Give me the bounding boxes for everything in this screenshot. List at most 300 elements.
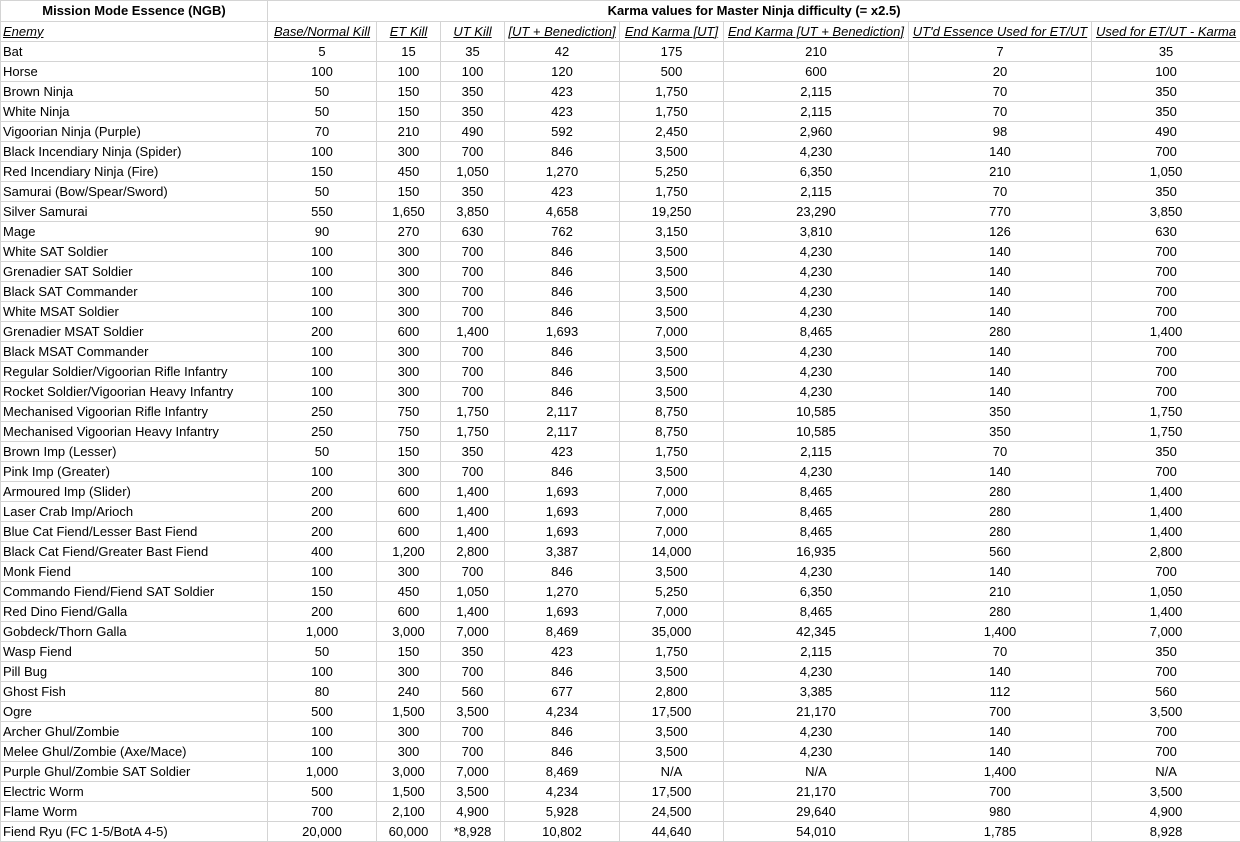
- cell-et-kill: 3,000: [377, 622, 441, 642]
- cell-enemy-name: Armoured Imp (Slider): [1, 482, 268, 502]
- cell-ut-benediction: 4,658: [505, 202, 620, 222]
- cell-et-kill: 600: [377, 602, 441, 622]
- table-row: [1, 142, 1240, 162]
- cell-base-normal-kill: 50: [268, 82, 377, 102]
- cell-ut-benediction: 592: [505, 122, 620, 142]
- cell-end-karma-ut-benediction: N/A: [724, 762, 909, 782]
- cell-enemy-name: White Ninja: [1, 102, 268, 122]
- cell-end-karma-ut-benediction: 2,115: [724, 182, 909, 202]
- table-row: [1, 462, 1240, 482]
- cell-end-karma-ut: 1,750: [620, 642, 724, 662]
- cell-used-karma: 700: [1092, 462, 1240, 482]
- cell-end-karma-ut: 500: [620, 62, 724, 82]
- cell-end-karma-ut-benediction: 4,230: [724, 242, 909, 262]
- cell-enemy-name: Black SAT Commander: [1, 282, 268, 302]
- cell-base-normal-kill: 70: [268, 122, 377, 142]
- cell-end-karma-ut-benediction: 4,230: [724, 362, 909, 382]
- cell-ut-benediction: 120: [505, 62, 620, 82]
- cell-ut-kill: 1,050: [441, 582, 505, 602]
- cell-base-normal-kill: 250: [268, 422, 377, 442]
- cell-end-karma-ut: 1,750: [620, 182, 724, 202]
- table-row: [1, 422, 1240, 442]
- cell-used-karma: 700: [1092, 342, 1240, 362]
- cell-base-normal-kill: 100: [268, 382, 377, 402]
- cell-end-karma-ut-benediction: 8,465: [724, 502, 909, 522]
- cell-et-kill: 600: [377, 502, 441, 522]
- cell-used-karma: 700: [1092, 362, 1240, 382]
- cell-base-normal-kill: 200: [268, 502, 377, 522]
- cell-utd-essence-used: 280: [909, 602, 1092, 622]
- table-row: [1, 402, 1240, 422]
- cell-utd-essence-used: 140: [909, 562, 1092, 582]
- header-ut-kill: UT Kill: [441, 22, 505, 42]
- cell-end-karma-ut: 1,750: [620, 82, 724, 102]
- cell-used-karma: 350: [1092, 82, 1240, 102]
- cell-ut-benediction: 10,802: [505, 822, 620, 842]
- cell-ut-benediction: 846: [505, 462, 620, 482]
- cell-used-karma: 8,928: [1092, 822, 1240, 842]
- header-ut-benediction: [UT + Benediction]: [505, 22, 620, 42]
- cell-base-normal-kill: 400: [268, 542, 377, 562]
- cell-enemy-name: Bat: [1, 42, 268, 62]
- cell-end-karma-ut-benediction: 23,290: [724, 202, 909, 222]
- cell-base-normal-kill: 100: [268, 142, 377, 162]
- cell-ut-kill: 700: [441, 462, 505, 482]
- cell-enemy-name: Mage: [1, 222, 268, 242]
- cell-utd-essence-used: 70: [909, 442, 1092, 462]
- cell-end-karma-ut-benediction: 16,935: [724, 542, 909, 562]
- cell-utd-essence-used: 280: [909, 322, 1092, 342]
- cell-utd-essence-used: 350: [909, 422, 1092, 442]
- cell-ut-benediction: 8,469: [505, 762, 620, 782]
- cell-ut-kill: 1,750: [441, 422, 505, 442]
- cell-utd-essence-used: 140: [909, 462, 1092, 482]
- cell-ut-benediction: 1,270: [505, 162, 620, 182]
- cell-ut-kill: 700: [441, 282, 505, 302]
- cell-et-kill: 60,000: [377, 822, 441, 842]
- cell-et-kill: 300: [377, 342, 441, 362]
- cell-et-kill: 150: [377, 642, 441, 662]
- cell-utd-essence-used: 210: [909, 162, 1092, 182]
- cell-et-kill: 600: [377, 322, 441, 342]
- cell-et-kill: 150: [377, 102, 441, 122]
- cell-ut-benediction: 846: [505, 242, 620, 262]
- cell-et-kill: 300: [377, 262, 441, 282]
- cell-enemy-name: Mechanised Vigoorian Heavy Infantry: [1, 422, 268, 442]
- cell-end-karma-ut-benediction: 4,230: [724, 722, 909, 742]
- cell-end-karma-ut: 3,500: [620, 342, 724, 362]
- cell-end-karma-ut: 7,000: [620, 482, 724, 502]
- cell-base-normal-kill: 150: [268, 162, 377, 182]
- cell-et-kill: 150: [377, 182, 441, 202]
- cell-used-karma: 350: [1092, 442, 1240, 462]
- cell-ut-benediction: 846: [505, 142, 620, 162]
- cell-ut-kill: 3,500: [441, 782, 505, 802]
- cell-enemy-name: Flame Worm: [1, 802, 268, 822]
- cell-end-karma-ut-benediction: 54,010: [724, 822, 909, 842]
- cell-ut-benediction: 1,270: [505, 582, 620, 602]
- cell-used-karma: 35: [1092, 42, 1240, 62]
- table-row: [1, 582, 1240, 602]
- cell-base-normal-kill: 100: [268, 462, 377, 482]
- cell-end-karma-ut: 3,500: [620, 662, 724, 682]
- cell-used-karma: 630: [1092, 222, 1240, 242]
- cell-used-karma: 700: [1092, 302, 1240, 322]
- cell-ut-benediction: 4,234: [505, 702, 620, 722]
- cell-et-kill: 300: [377, 142, 441, 162]
- cell-ut-kill: 700: [441, 262, 505, 282]
- cell-enemy-name: Black Incendiary Ninja (Spider): [1, 142, 268, 162]
- cell-base-normal-kill: 250: [268, 402, 377, 422]
- cell-base-normal-kill: 100: [268, 282, 377, 302]
- cell-end-karma-ut: 3,500: [620, 142, 724, 162]
- table-row: [1, 82, 1240, 102]
- cell-enemy-name: Blue Cat Fiend/Lesser Bast Fiend: [1, 522, 268, 542]
- cell-enemy-name: Brown Ninja: [1, 82, 268, 102]
- cell-ut-benediction: 846: [505, 262, 620, 282]
- cell-end-karma-ut-benediction: 4,230: [724, 562, 909, 582]
- cell-end-karma-ut: 8,750: [620, 402, 724, 422]
- cell-utd-essence-used: 770: [909, 202, 1092, 222]
- cell-utd-essence-used: 1,785: [909, 822, 1092, 842]
- cell-utd-essence-used: 280: [909, 482, 1092, 502]
- cell-base-normal-kill: 200: [268, 482, 377, 502]
- cell-et-kill: 300: [377, 742, 441, 762]
- cell-enemy-name: Ghost Fish: [1, 682, 268, 702]
- table-row: [1, 502, 1240, 522]
- cell-et-kill: 300: [377, 562, 441, 582]
- cell-enemy-name: Samurai (Bow/Spear/Sword): [1, 182, 268, 202]
- title-left: Mission Mode Essence (NGB): [1, 1, 268, 22]
- cell-base-normal-kill: 200: [268, 322, 377, 342]
- cell-et-kill: 1,200: [377, 542, 441, 562]
- cell-utd-essence-used: 70: [909, 642, 1092, 662]
- cell-ut-kill: 35: [441, 42, 505, 62]
- cell-utd-essence-used: 140: [909, 242, 1092, 262]
- cell-et-kill: 240: [377, 682, 441, 702]
- cell-enemy-name: Grenadier MSAT Soldier: [1, 322, 268, 342]
- cell-end-karma-ut: 19,250: [620, 202, 724, 222]
- cell-utd-essence-used: 20: [909, 62, 1092, 82]
- cell-et-kill: 450: [377, 582, 441, 602]
- cell-utd-essence-used: 700: [909, 782, 1092, 802]
- cell-end-karma-ut-benediction: 2,115: [724, 102, 909, 122]
- cell-end-karma-ut-benediction: 8,465: [724, 602, 909, 622]
- cell-end-karma-ut-benediction: 4,230: [724, 462, 909, 482]
- table-row: [1, 622, 1240, 642]
- cell-ut-benediction: 1,693: [505, 322, 620, 342]
- cell-utd-essence-used: 112: [909, 682, 1092, 702]
- cell-end-karma-ut: 3,150: [620, 222, 724, 242]
- cell-enemy-name: Silver Samurai: [1, 202, 268, 222]
- cell-ut-benediction: 42: [505, 42, 620, 62]
- cell-ut-kill: 350: [441, 182, 505, 202]
- cell-ut-kill: 700: [441, 742, 505, 762]
- cell-used-karma: 4,900: [1092, 802, 1240, 822]
- cell-et-kill: 1,650: [377, 202, 441, 222]
- cell-used-karma: 3,850: [1092, 202, 1240, 222]
- cell-base-normal-kill: 550: [268, 202, 377, 222]
- cell-ut-kill: 1,400: [441, 502, 505, 522]
- cell-enemy-name: Brown Imp (Lesser): [1, 442, 268, 462]
- cell-end-karma-ut: 14,000: [620, 542, 724, 562]
- cell-utd-essence-used: 140: [909, 742, 1092, 762]
- cell-base-normal-kill: 100: [268, 562, 377, 582]
- cell-end-karma-ut-benediction: 2,115: [724, 642, 909, 662]
- table-row: [1, 62, 1240, 82]
- cell-used-karma: 2,800: [1092, 542, 1240, 562]
- table-row: [1, 362, 1240, 382]
- cell-end-karma-ut-benediction: 210: [724, 42, 909, 62]
- cell-ut-kill: 700: [441, 242, 505, 262]
- cell-end-karma-ut: 1,750: [620, 102, 724, 122]
- cell-enemy-name: White MSAT Soldier: [1, 302, 268, 322]
- cell-utd-essence-used: 7: [909, 42, 1092, 62]
- cell-et-kill: 270: [377, 222, 441, 242]
- cell-used-karma: N/A: [1092, 762, 1240, 782]
- cell-enemy-name: Fiend Ryu (FC 1-5/BotA 4-5): [1, 822, 268, 842]
- cell-end-karma-ut: 3,500: [620, 382, 724, 402]
- cell-end-karma-ut-benediction: 4,230: [724, 742, 909, 762]
- cell-ut-kill: 1,050: [441, 162, 505, 182]
- cell-utd-essence-used: 280: [909, 522, 1092, 542]
- cell-used-karma: 1,400: [1092, 322, 1240, 342]
- cell-utd-essence-used: 1,400: [909, 622, 1092, 642]
- cell-end-karma-ut-benediction: 6,350: [724, 162, 909, 182]
- cell-end-karma-ut: 7,000: [620, 522, 724, 542]
- cell-utd-essence-used: 140: [909, 262, 1092, 282]
- cell-ut-benediction: 846: [505, 302, 620, 322]
- cell-et-kill: 100: [377, 62, 441, 82]
- cell-ut-kill: 1,400: [441, 602, 505, 622]
- cell-ut-kill: 7,000: [441, 762, 505, 782]
- cell-base-normal-kill: 100: [268, 362, 377, 382]
- cell-enemy-name: Commando Fiend/Fiend SAT Soldier: [1, 582, 268, 602]
- cell-end-karma-ut-benediction: 4,230: [724, 282, 909, 302]
- cell-ut-kill: 4,900: [441, 802, 505, 822]
- cell-base-normal-kill: 150: [268, 582, 377, 602]
- cell-end-karma-ut-benediction: 4,230: [724, 302, 909, 322]
- cell-ut-kill: 700: [441, 382, 505, 402]
- cell-end-karma-ut: 44,640: [620, 822, 724, 842]
- table-row: [1, 302, 1240, 322]
- cell-et-kill: 1,500: [377, 782, 441, 802]
- cell-enemy-name: Regular Soldier/Vigoorian Rifle Infantry: [1, 362, 268, 382]
- cell-end-karma-ut-benediction: 6,350: [724, 582, 909, 602]
- cell-end-karma-ut: 7,000: [620, 322, 724, 342]
- cell-utd-essence-used: 126: [909, 222, 1092, 242]
- cell-ut-benediction: 3,387: [505, 542, 620, 562]
- table-row: [1, 202, 1240, 222]
- cell-utd-essence-used: 140: [909, 662, 1092, 682]
- cell-base-normal-kill: 50: [268, 102, 377, 122]
- cell-enemy-name: Wasp Fiend: [1, 642, 268, 662]
- cell-et-kill: 1,500: [377, 702, 441, 722]
- cell-enemy-name: Monk Fiend: [1, 562, 268, 582]
- cell-et-kill: 750: [377, 402, 441, 422]
- cell-ut-benediction: 1,693: [505, 602, 620, 622]
- cell-base-normal-kill: 50: [268, 642, 377, 662]
- cell-et-kill: 150: [377, 82, 441, 102]
- cell-ut-kill: 700: [441, 302, 505, 322]
- table-row: [1, 102, 1240, 122]
- cell-enemy-name: Mechanised Vigoorian Rifle Infantry: [1, 402, 268, 422]
- cell-base-normal-kill: 500: [268, 702, 377, 722]
- cell-utd-essence-used: 140: [909, 142, 1092, 162]
- cell-ut-benediction: 1,693: [505, 482, 620, 502]
- cell-used-karma: 1,050: [1092, 582, 1240, 602]
- cell-end-karma-ut-benediction: 8,465: [724, 522, 909, 542]
- cell-used-karma: 1,400: [1092, 602, 1240, 622]
- cell-end-karma-ut: 8,750: [620, 422, 724, 442]
- cell-ut-kill: *8,928: [441, 822, 505, 842]
- cell-base-normal-kill: 100: [268, 302, 377, 322]
- header-et-kill: ET Kill: [377, 22, 441, 42]
- cell-ut-benediction: 762: [505, 222, 620, 242]
- cell-et-kill: 300: [377, 662, 441, 682]
- cell-end-karma-ut-benediction: 4,230: [724, 382, 909, 402]
- cell-used-karma: 700: [1092, 262, 1240, 282]
- cell-used-karma: 700: [1092, 142, 1240, 162]
- cell-ut-benediction: 846: [505, 742, 620, 762]
- cell-utd-essence-used: 140: [909, 302, 1092, 322]
- cell-end-karma-ut-benediction: 3,810: [724, 222, 909, 242]
- cell-base-normal-kill: 100: [268, 342, 377, 362]
- table-row: [1, 602, 1240, 622]
- cell-ut-kill: 7,000: [441, 622, 505, 642]
- table-row: [1, 182, 1240, 202]
- cell-end-karma-ut: 3,500: [620, 282, 724, 302]
- cell-ut-kill: 1,400: [441, 322, 505, 342]
- cell-used-karma: 1,750: [1092, 422, 1240, 442]
- cell-utd-essence-used: 70: [909, 82, 1092, 102]
- cell-et-kill: 210: [377, 122, 441, 142]
- table-row: [1, 342, 1240, 362]
- header-used-karma: Used for ET/UT - Karma: [1092, 22, 1240, 42]
- cell-end-karma-ut-benediction: 10,585: [724, 422, 909, 442]
- cell-utd-essence-used: 140: [909, 342, 1092, 362]
- cell-end-karma-ut-benediction: 4,230: [724, 342, 909, 362]
- cell-end-karma-ut: 7,000: [620, 602, 724, 622]
- cell-utd-essence-used: 350: [909, 402, 1092, 422]
- cell-used-karma: 700: [1092, 282, 1240, 302]
- cell-end-karma-ut-benediction: 4,230: [724, 662, 909, 682]
- cell-enemy-name: Archer Ghul/Zombie: [1, 722, 268, 742]
- cell-used-karma: 100: [1092, 62, 1240, 82]
- cell-ut-benediction: 8,469: [505, 622, 620, 642]
- table-row: [1, 282, 1240, 302]
- cell-used-karma: 700: [1092, 382, 1240, 402]
- cell-used-karma: 700: [1092, 742, 1240, 762]
- cell-utd-essence-used: 210: [909, 582, 1092, 602]
- table-row: [1, 42, 1240, 62]
- cell-end-karma-ut-benediction: 4,230: [724, 142, 909, 162]
- cell-used-karma: 700: [1092, 242, 1240, 262]
- cell-et-kill: 600: [377, 482, 441, 502]
- cell-end-karma-ut-benediction: 21,170: [724, 782, 909, 802]
- table-row: [1, 262, 1240, 282]
- cell-enemy-name: Red Dino Fiend/Galla: [1, 602, 268, 622]
- cell-utd-essence-used: 280: [909, 502, 1092, 522]
- cell-et-kill: 15: [377, 42, 441, 62]
- cell-end-karma-ut-benediction: 10,585: [724, 402, 909, 422]
- cell-end-karma-ut: 35,000: [620, 622, 724, 642]
- header-base-normal-kill: Base/Normal Kill: [268, 22, 377, 42]
- cell-ut-kill: 350: [441, 442, 505, 462]
- cell-used-karma: 3,500: [1092, 782, 1240, 802]
- cell-enemy-name: Electric Worm: [1, 782, 268, 802]
- cell-base-normal-kill: 700: [268, 802, 377, 822]
- cell-enemy-name: Vigoorian Ninja (Purple): [1, 122, 268, 142]
- cell-enemy-name: Grenadier SAT Soldier: [1, 262, 268, 282]
- cell-used-karma: 350: [1092, 182, 1240, 202]
- cell-used-karma: 700: [1092, 722, 1240, 742]
- cell-ut-kill: 100: [441, 62, 505, 82]
- title-right: Karma values for Master Ninja difficulty (= x2.5): [268, 1, 1240, 22]
- cell-et-kill: 300: [377, 302, 441, 322]
- cell-end-karma-ut: 3,500: [620, 302, 724, 322]
- cell-end-karma-ut: 24,500: [620, 802, 724, 822]
- cell-utd-essence-used: 98: [909, 122, 1092, 142]
- table-row: [1, 222, 1240, 242]
- cell-ut-kill: 3,500: [441, 702, 505, 722]
- cell-ut-kill: 350: [441, 642, 505, 662]
- cell-ut-benediction: 846: [505, 662, 620, 682]
- cell-end-karma-ut: 5,250: [620, 162, 724, 182]
- cell-base-normal-kill: 100: [268, 722, 377, 742]
- cell-ut-kill: 700: [441, 722, 505, 742]
- cell-et-kill: 750: [377, 422, 441, 442]
- table-row: [1, 642, 1240, 662]
- cell-used-karma: 1,400: [1092, 482, 1240, 502]
- header-enemy: Enemy: [1, 22, 268, 42]
- cell-end-karma-ut: 7,000: [620, 502, 724, 522]
- cell-ut-kill: 700: [441, 562, 505, 582]
- cell-ut-benediction: 423: [505, 102, 620, 122]
- table-row: [1, 242, 1240, 262]
- cell-base-normal-kill: 100: [268, 262, 377, 282]
- cell-ut-benediction: 846: [505, 342, 620, 362]
- header-row: [1, 22, 1240, 42]
- cell-utd-essence-used: 980: [909, 802, 1092, 822]
- cell-end-karma-ut-benediction: 2,115: [724, 442, 909, 462]
- cell-ut-benediction: 1,693: [505, 502, 620, 522]
- cell-end-karma-ut: 175: [620, 42, 724, 62]
- cell-ut-kill: 560: [441, 682, 505, 702]
- cell-end-karma-ut: 2,800: [620, 682, 724, 702]
- cell-base-normal-kill: 20,000: [268, 822, 377, 842]
- cell-used-karma: 1,750: [1092, 402, 1240, 422]
- cell-used-karma: 7,000: [1092, 622, 1240, 642]
- table-row: [1, 662, 1240, 682]
- cell-ut-kill: 350: [441, 102, 505, 122]
- cell-ut-kill: 350: [441, 82, 505, 102]
- cell-enemy-name: Pill Bug: [1, 662, 268, 682]
- cell-ut-benediction: 846: [505, 722, 620, 742]
- cell-end-karma-ut: 5,250: [620, 582, 724, 602]
- cell-base-normal-kill: 80: [268, 682, 377, 702]
- cell-utd-essence-used: 140: [909, 282, 1092, 302]
- cell-end-karma-ut-benediction: 2,115: [724, 82, 909, 102]
- cell-enemy-name: Gobdeck/Thorn Galla: [1, 622, 268, 642]
- cell-end-karma-ut: 17,500: [620, 782, 724, 802]
- cell-ut-benediction: 846: [505, 562, 620, 582]
- cell-ut-benediction: 423: [505, 82, 620, 102]
- cell-utd-essence-used: 140: [909, 722, 1092, 742]
- cell-used-karma: 490: [1092, 122, 1240, 142]
- cell-ut-benediction: 2,117: [505, 402, 620, 422]
- cell-enemy-name: Pink Imp (Greater): [1, 462, 268, 482]
